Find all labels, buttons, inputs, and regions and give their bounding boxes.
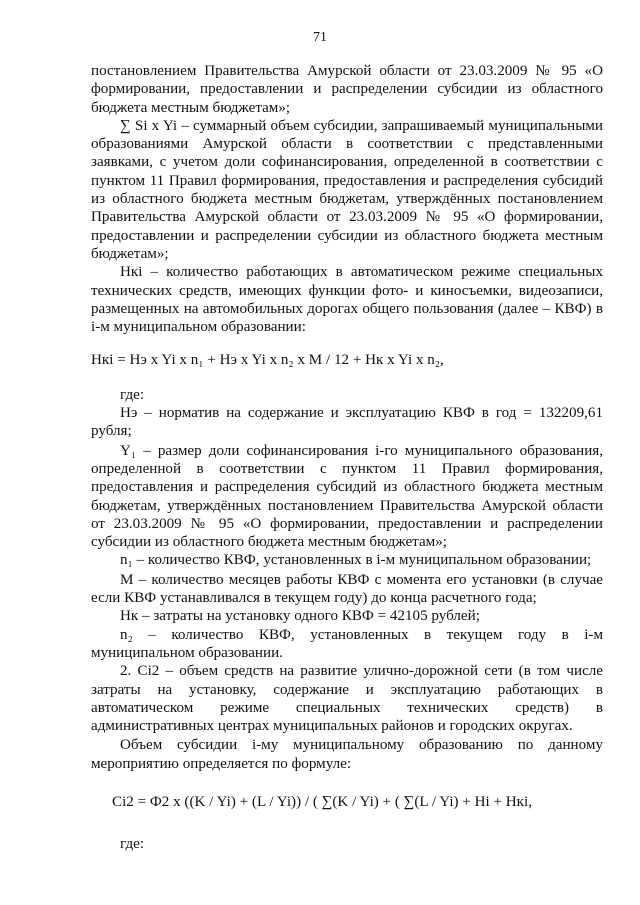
- paragraph-total-subsidy-definition: ∑ Si x Yi – суммарный объем субсидии, запрашиваемый муниципальными образованиями Амурской области в соответствии с представленными заявками, с учетом доли софинансирования, определенной в соответствии с пунктом 11 Правил формирования, предоставления и распределения субсидий из областного бюджета местным бюджетам, утверждённых постановлением Правительства Амурской области от 23.03.2009 № 95 «О формировании, предоставлении и распределении субсидии из областного бюджета местным бюджетам»;: [91, 117, 603, 262]
- formula-ci2: Сi2 = Ф2 x ((K / Yi) + (L / Yi)) / ( ∑(K / Yi) + ( ∑(L / Yi) + Нi + Нкi,: [112, 793, 532, 810]
- paragraph-n2-definition: n₂ – количество КВФ, установленных в текущем году в i-м муниципальном образовании.: [91, 626, 603, 661]
- page-number: 71: [313, 30, 327, 45]
- paragraph-ne-definition: Нэ – норматив на содержание и эксплуатацию КВФ в год = 132209,61 рубля;: [91, 405, 603, 440]
- where-label: где:: [120, 386, 145, 403]
- where-label-2: где:: [120, 836, 145, 853]
- formula-nki: Нкi = Нэ x Yi x n₁ + Нэ x Yi x n₂ x M / 12 + Нк x Yi x n₂,: [91, 352, 444, 369]
- paragraph-nki-definition: Нкi – количество работающих в автоматическом режиме специальных технических средств, имеющих функции фото- и киносъемки, видеозаписи, размещенных на автомобильных дорогах общего пользования (далее – КВФ) в i-м муниципальном образовании:: [91, 264, 603, 336]
- paragraph-subsidy-volume: Объем субсидии i-му муниципальному образованию по данному мероприятию определяется по формуле:: [91, 737, 603, 772]
- paragraph-m-definition: M – количество месяцев работы КВФ с момента его установки (в случае если КВФ устанавливался в текущем году) до конца расчетного года;: [91, 571, 603, 607]
- paragraph-ci2-definition: 2. Сi2 – объем средств на развитие улично-дорожной сети (в том числе затраты на установку, содержание и эксплуатацию работающих в автоматическом режиме специальных технических средств) в административных центрах муниципальных районов и городских округах.: [91, 663, 603, 735]
- paragraph-n1-definition: n₁ – количество КВФ, установленных в i-м муниципальном образовании;: [120, 552, 592, 569]
- paragraph-decree-reference: постановлением Правительства Амурской области от 23.03.2009 № 95 «О формировании, предоставлении и распределении субсидии из областного бюджета местным бюджетам»;: [91, 63, 603, 116]
- document-body: [91, 62, 603, 854]
- paragraph-y1-definition: Y₁ – размер доли софинансирования i-го муниципального образования, определенной в соответствии с пунктом 11 Правил формирования, предоставления и распределения субсидий из областного бюджета местным бюджетам, утверждённых постановлением Правительства Амурской области от 23.03.2009 № 95 «О формировании, предоставлении и распределении субсидии из областного бюджета местным бюджетам»;: [91, 442, 603, 551]
- paragraph-nk-definition: Нк – затраты на установку одного КВФ = 42105 рублей;: [120, 608, 480, 625]
